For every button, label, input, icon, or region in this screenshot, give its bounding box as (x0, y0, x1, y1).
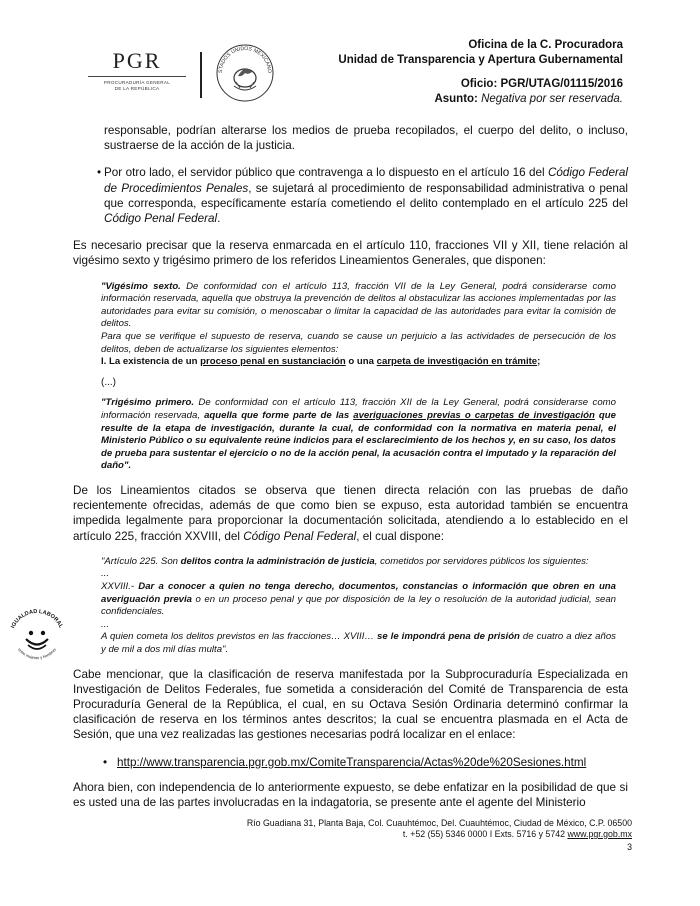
spacer (101, 389, 616, 397)
quote-3-line-2 (101, 581, 616, 619)
quote-3-c: , cometidos por servidores públicos los siguientes: (374, 555, 589, 567)
bullet-text-end: . (217, 212, 221, 226)
asunto-value: Negativa por ser reservada. (481, 93, 623, 105)
quote-2-title: "Trigésimo primero. (101, 397, 195, 409)
quote-3-e: Dar a conocer a quien no tenga derecho, documentos, constancias o (138, 580, 473, 592)
national-seal-icon (214, 42, 276, 104)
footer-website-link[interactable]: www.pgr.gob.mx (567, 829, 632, 839)
footer-line-2 (247, 829, 632, 840)
paragraph-continuation: responsable, podrían alterarse los medios de prueba recopilados, el cuerpo del delito, o incluso, sustraerse de la acción de la justicia. (104, 124, 628, 153)
lineamientos-text-a: De los Lineamientos citados se observa que tienen directa relación con las pruebas de daño recientemente ofrecidas, además de que como bien se expuso, esta autoridad también se encuentra impedida legalmente para proporcionar la documentación solicitada, atendiendo a lo establecido en el artículo 225, fracción XXVIII, del (73, 483, 628, 543)
footer-address (247, 818, 632, 840)
quote-2 (101, 397, 616, 473)
pgr-logo (82, 50, 192, 92)
quote-articulo-225 (101, 556, 616, 657)
seal-text: STADOS UNIDOS MEXICANO (217, 45, 273, 74)
quote-1-text-2: Para que se verifique el supuesto de reserva, cuando se cause un perjuicio a las actividades de persecución de los delitos, deben de actualizarse los siguientes elementos: (101, 331, 616, 355)
quote-3-b: delitos contra la administración de justicia (180, 555, 375, 567)
logo-subtitle-1: PROCURADURÍA GENERAL (103, 80, 171, 85)
quote-2-bold-a: aquella que forme parte de las (204, 409, 354, 421)
quote-3-g: o en un proceso penal y que por disposición de la ley o resolución de la autoridad judicial, sean confidenciales. (101, 593, 617, 618)
header-divider (200, 52, 202, 98)
quote-vigesimo-sexto (101, 281, 616, 473)
document-body (73, 123, 628, 822)
footer-line-1: Río Guadiana 31, Planta Baja, Col. Cuauhtémoc, Del. Cuauhtémoc, Ciudad de México, C.P. 06500 (246, 818, 632, 828)
footer-phone: t. +52 (55) 5346 0000 I Exts. 5716 y 5742 (402, 829, 568, 839)
svg-text:IGUALDAD LABORAL (10, 609, 64, 630)
lineamientos-code: Código Penal Federal (243, 529, 357, 543)
bullet-text-a: Por otro lado, el servidor público que contravenga a lo dispuesto en el artículo 16 del (104, 166, 548, 180)
quote-3-d: XXVIII.- (101, 580, 139, 592)
logo-text: PGR (112, 48, 162, 73)
quote-2-bold-b: que resulte de la etapa de investigación, durante la cual, de conformidad con la normativa en materia penal, el Ministerio Público o su equivalente reúne indicios para el esclarecimiento de los hechos y, en su caso, los datos de prueba para sustentar el ejercicio o no de la acción penal, la acusación contra el imputado y la reparación del daño". (101, 409, 616, 472)
quote-1-item-d: carpeta de investigación en trámite (376, 356, 538, 368)
badge-text-top: IGUALDAD LABORAL (10, 608, 64, 630)
quote-3-a: "Artículo 225. Son (101, 555, 181, 567)
document-reference (434, 77, 623, 107)
office-line-2: Unidad de Transparencia y Apertura Gubernamental (338, 54, 623, 66)
link-bullet-dot: • (103, 755, 108, 769)
quote-1-item-e: ; (537, 356, 541, 368)
logo-rule (88, 76, 186, 77)
paragraph-necesario: Es necesario precisar que la reserva enmarcada en el artículo 110, fracciones VII y XII, tiene relación al vigésimo sexto y trigésimo primero de los referidos Lineamientos Generales, que disponen: (73, 239, 628, 268)
paragraph-lineamientos (73, 483, 628, 544)
paragraph-cabe-mencionar: Cabe mencionar, que la clasificación de reserva manifestada por la Subprocuraduría Especializada en Investigación de Delitos Federales, fue sometida a consideración del Comité de Transparencia de esta Procuraduría General de la República, el cual, en su Octava Sesión Ordinaria determinó confirmar la clasificación de reserva en los términos antes descritos; la cual se encuentra plasmada en el Acta de Sesión, que una vez realizadas las gestiones necesarias podrá localizar en el enlace: (73, 667, 628, 742)
quote-1-item-b: proceso penal en sustanciación (200, 356, 346, 368)
asunto-label: Asunto: (434, 93, 478, 105)
quote-2-bold-underlined: averiguaciones previas o carpetas de investigación (353, 409, 595, 421)
bullet-text-c: , se sujetará al procedimiento de responsabilidad administrativa o penal que corresponda, específicamente estaría cometiendo el delito contemplado en el artículo 225 del (104, 181, 628, 210)
quote-3-dots-1: ... (101, 568, 109, 580)
ellipsis: (...) (101, 376, 116, 388)
bullet-text-code-2: Código Penal Federal (104, 212, 218, 226)
office-line-1: Oficina de la C. Procuradora (468, 39, 623, 51)
quote-3-dots-2: ... (101, 618, 109, 630)
acta-sesiones-link[interactable]: http://www.transparencia.pgr.gob.mx/ComiteTransparencia/Actas%20de%20Sesiones.html (117, 755, 587, 769)
paragraph-ahora-bien: Ahora bien, con independencia de lo anteriormente expuesto, se debe enfatizar en la posibilidad de que si es usted una de las partes involucradas en la indagatoria, se presente ante el agente del Ministerio (73, 780, 628, 809)
quote-3-line-1 (101, 556, 616, 569)
asunto-line (434, 92, 623, 107)
quote-3-j: de cuatro a diez años y de mil a dos mil días multa". (101, 631, 616, 655)
bullet-paragraph (73, 165, 628, 226)
logo-subtitle-2: DE LA REPÚBLICA (114, 86, 160, 91)
quote-1-title: "Vigésimo sexto. (101, 280, 181, 292)
oficio-number: Oficio: PGR/UTAG/01115/2016 (460, 78, 623, 90)
quote-3-line-3 (101, 631, 616, 656)
quote-3-i: se le impondrá pena de prisión (376, 631, 520, 643)
quote-3-h: A quien cometa los delitos previstos en las fracciones… XVIII… (101, 631, 377, 643)
bullet-dot: • (97, 166, 102, 180)
link-bullet (73, 755, 628, 770)
page-number: 3 (627, 842, 632, 852)
lineamientos-text-c: , el cual dispone: (356, 529, 444, 543)
quote-1-item (101, 356, 616, 369)
bullet-text-code-1: Código Federal de Procedimientos Penales (104, 166, 628, 195)
igualdad-laboral-badge-icon (6, 606, 68, 668)
quote-1-text: De conformidad con el artículo 113, fracción VII de la Ley General, podrá considerarse como información reservada, aquella que obstruya la prevención de delitos al obstaculizar las acciones implementadas por las autoridades para evitar su comisión, o menoscabar o limitar la capacidad de las autoridades para evitar la comisión de delitos. (101, 280, 616, 330)
quote-1-item-a: I. La existencia de un (101, 356, 201, 368)
quote-1-item-c: o una (345, 356, 377, 368)
quote-3-f: información que obren en una averiguación previa (101, 580, 616, 605)
office-header (338, 38, 623, 68)
quote-2-text: De conformidad con el artículo 113, fracción XII de la Ley General, podrá considerarse como información reservada, (101, 397, 616, 421)
spacer (101, 369, 616, 377)
badge-text-bottom: entre mujeres y hombres (16, 646, 58, 661)
